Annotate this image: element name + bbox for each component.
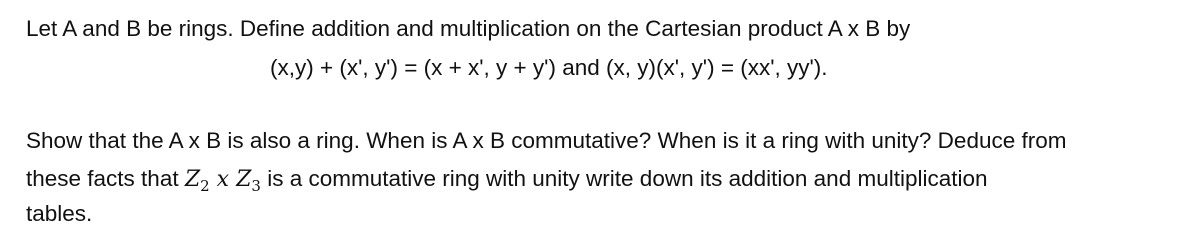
problem-question-line: Show that the A x B is also a ring. When is A x B commutative? When is it a ring with unity? Deduce from bbox=[26, 128, 1067, 153]
problem-intro-line: Let A and B be rings. Define addition and multiplication on the Cartesian product A x B by bbox=[26, 16, 911, 41]
operation-definition-formula: (x,y) + (x', y') = (x + x', y + y') and (x, y)(x', y') = (xx', yy'). bbox=[270, 55, 828, 80]
z-symbol: Z bbox=[236, 167, 252, 192]
deduce-text-suffix: is a commutative ring with unity write down its addition and multiplication bbox=[260, 166, 988, 191]
z-subscript: 3 bbox=[251, 177, 261, 195]
math-z2-x-z3 bbox=[184, 167, 261, 195]
z-symbol: Z bbox=[184, 167, 201, 192]
problem-deduce-line bbox=[26, 165, 988, 194]
deduce-text-prefix: these facts that bbox=[26, 166, 185, 191]
z-subscript: 2 bbox=[200, 177, 210, 195]
problem-final-line: tables. bbox=[26, 201, 93, 226]
times-symbol: x bbox=[209, 167, 237, 192]
